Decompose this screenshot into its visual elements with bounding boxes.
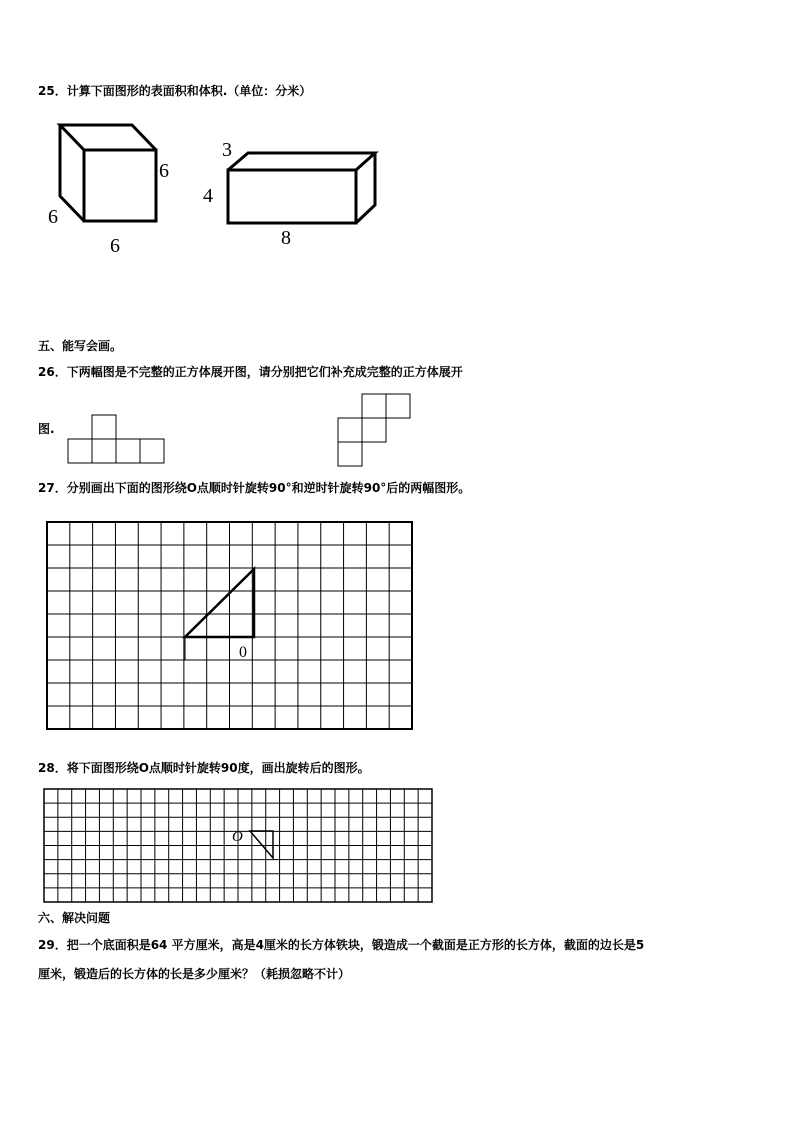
question-28-text: 28．将下面图形绕O点顺时针旋转90度，画出旋转后的图形。 <box>38 761 370 775</box>
triangle-q28 <box>250 831 273 858</box>
question-29-line1: 29．把一个底面积是64 平方厘米，高是4厘米的长方体铁块，锻造成一个截面是正方形的长方体，截面的边长是5 <box>38 938 645 952</box>
point-label-q27: 0 <box>239 644 247 661</box>
section-5-title: 五、能写会画。 <box>38 339 123 353</box>
point-label-q28: O <box>232 829 243 845</box>
cube-label-right: 6 <box>159 160 169 182</box>
question-27-text: 27．分别画出下面的图形绕O点顺时针旋转90°和逆时针旋转90°后的两幅图形。 <box>38 481 471 495</box>
cube-label-bottom: 6 <box>110 235 120 257</box>
cube-figure <box>60 125 156 221</box>
cube-net-b <box>338 394 410 466</box>
grid-q27 <box>47 522 412 729</box>
cube-net-a <box>68 415 164 463</box>
section-6-title: 六、解决问题 <box>38 911 111 925</box>
cube-label-depth: 6 <box>48 206 58 228</box>
triangle-q27 <box>185 569 254 637</box>
cuboid-label-height: 4 <box>203 185 213 207</box>
question-29-line2: 厘米，锻造后的长方体的长是多少厘米？（耗损忽略不计） <box>38 967 351 981</box>
cuboid-figure <box>228 153 375 223</box>
question-25-text: 25．计算下面图形的表面积和体积.（单位：分米） <box>38 84 312 98</box>
cuboid-label-length: 8 <box>281 227 291 249</box>
question-26-text: 26．下两幅图是不完整的正方体展开图，请分别把它们补充成完整的正方体展开 <box>38 365 463 379</box>
question-26-text-cont: 图. <box>38 422 55 436</box>
cuboid-label-depth: 3 <box>222 139 232 161</box>
